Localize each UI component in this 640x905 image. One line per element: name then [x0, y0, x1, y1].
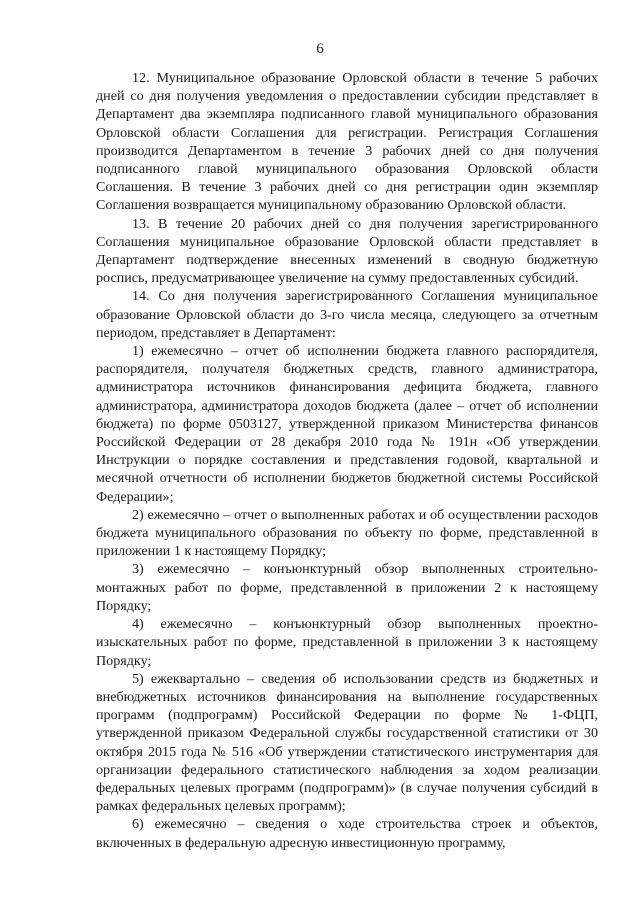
list-item-3: 3) ежемесячно – конъюнктурный обзор выполненных строительно-монтажных работ по форме, представленной в приложении 2 к настоящему Порядку; [96, 561, 598, 614]
list-item-5: 5) ежеквартально – сведения об использовании средств из бюджетных и внебюджетных источников финансирования на выполнение государственных программ (подпрограмм) Российской Федерации по форме № 1-ФЦП, утвержденной приказом Федеральной службы государственной статистики от 30 октября 2015 года № 516 «Об утверждении статистического инструментария для организации федерального статистического наблюдения за ходом реализации федеральных целевых программ (подпрограмм)» (в случае получения субсидий в рамках федеральных целевых программ); [96, 670, 598, 815]
list-item-1: 1) ежемесячно – отчет об исполнении бюджета главного распорядителя, распорядителя, получателя бюджетных средств, главного администратора, администратора источников финансирования дефицита бюджета, главного администратора, администратора доходов бюджета (далее – отчет об исполнении бюджета) по форме 0503127, утвержденной приказом Министерства финансов Российской Федерации от 28 декабря 2010 года № 191н «Об утверждении Инструкции о порядке составления и представления годовой, квартальной и месячной отчетности об исполнении бюджетов бюджетной системы Российской Федерации»; [96, 343, 598, 505]
list-item-4: 4) ежемесячно – конъюнктурный обзор выполненных проектно-изыскательных работ по форме, представленной в приложении 3 к настоящему Порядку; [96, 616, 598, 669]
list-item-6: 6) ежемесячно – сведения о ходе строительства строек и объектов, включенных в федеральную адресную инвестиционную программу, [96, 816, 598, 851]
paragraph-14: 14. Со дня получения зарегистрированного Соглашения муниципальное образование Орловской области до 3-го числа месяца, следующего за отчетным периодом, представляет в Департамент: [96, 288, 598, 341]
paragraph-13: 13. В течение 20 рабочих дней со дня получения зарегистрированного Соглашения муниципальное образование Орловской области представляет в Департамент подтверждение внесенных изменений в сводную бюджетную роспись, предусматривающее увеличение на сумму предоставленных субсидий. [96, 215, 598, 287]
page-number: 6 [316, 41, 324, 57]
paragraph-12: 12. Муниципальное образование Орловской области в течение 5 рабочих дней со дня получения уведомления о предоставлении субсидии представляет в Департамент два экземпляра подписанного главой муниципального образования Орловской области Соглашения для регистрации. Регистрация Соглашения производится Департаментом в течение 3 рабочих дней со дня получения подписанного главой муниципального образования Орловской области Соглашения. В течение 3 рабочих дней со дня регистрации один экземпляр Соглашения возвращается муниципальному образованию Орловской области. [96, 70, 598, 214]
list-item-2: 2) ежемесячно – отчет о выполненных работах и об осуществлении расходов бюджета муниципального образования по объекту по форме, представленной в приложении 1 к настоящему Порядку; [96, 506, 598, 560]
document-body [96, 69, 598, 852]
